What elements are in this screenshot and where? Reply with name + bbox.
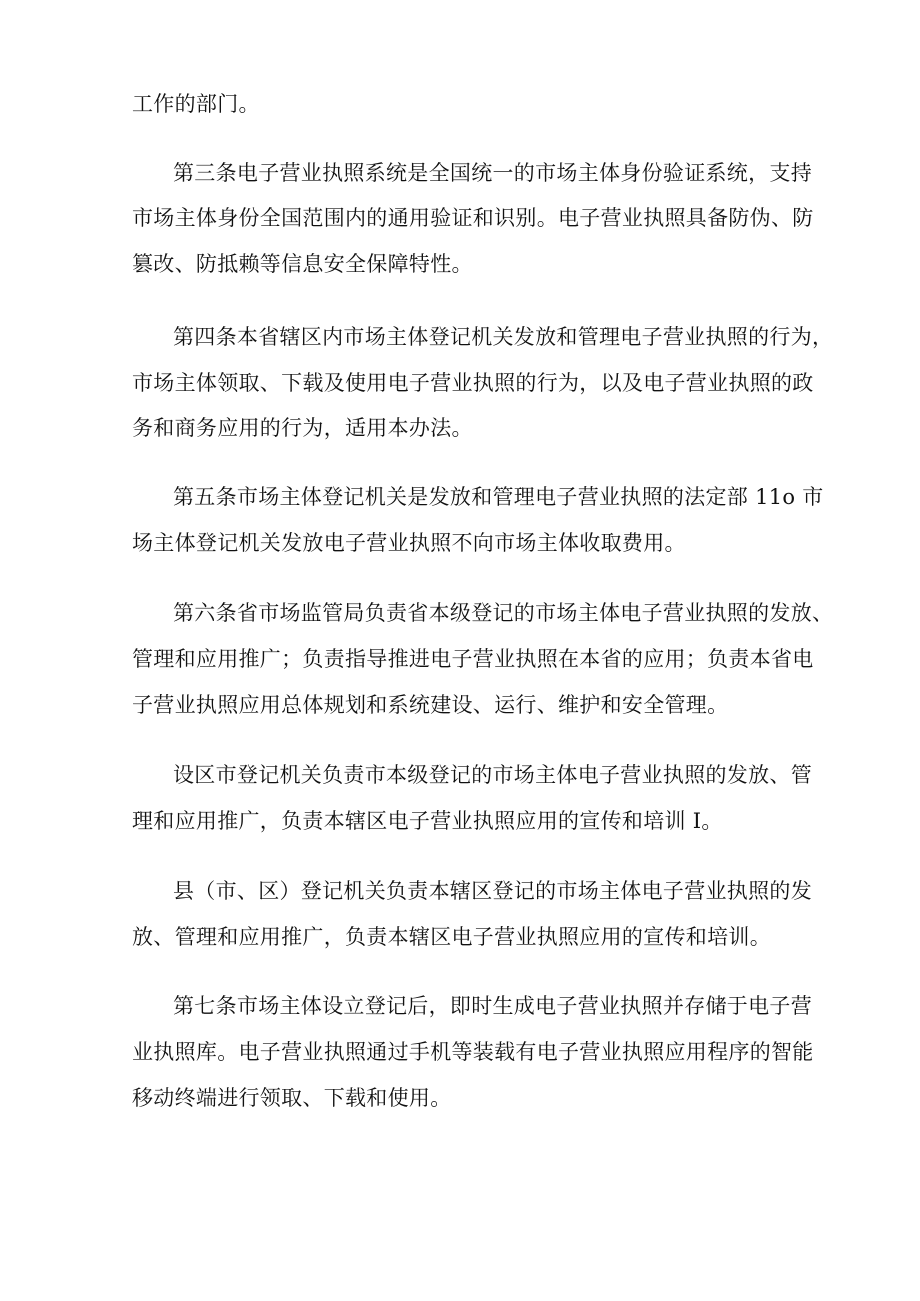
article-7-line-3: 移动终端进行领取、下载和使用。 — [132, 1086, 452, 1110]
paragraph-continuation-line-1: 工作的部门。 — [132, 92, 260, 116]
article-6-line-1: 第六条省市场监管局负责省本级登记的市场主体电子营业执照的发放、 — [173, 601, 834, 625]
article-4-line-2: 市场主体领取、下载及使用电子营业执照的行为，以及电子营业执照的政 — [132, 371, 814, 395]
article-6-line-2: 管理和应用推广；负责指导推进电子营业执照在本省的应用；负责本省电 — [132, 647, 814, 671]
article-5-line-1: 第五条市场主体登记机关是发放和管理电子营业执照的法定部 11o 市 — [173, 485, 824, 509]
city-registration-line-2: 理和应用推广，负责本辖区电子营业执照应用的宣传和培训 I。 — [132, 809, 723, 833]
article-3-line-2: 市场主体身份全国范围内的通用验证和识别。电子营业执照具备防伪、防 — [132, 206, 814, 230]
article-4-line-3: 务和商务应用的行为，适用本办法。 — [132, 416, 473, 440]
county-registration-line-1: 县（市、区）登记机关负责本辖区登记的市场主体电子营业执照的发 — [173, 879, 812, 903]
county-registration-line-2: 放、管理和应用推广，负责本辖区电子营业执照应用的宣传和培训。 — [132, 925, 771, 949]
article-7-line-1: 第七条市场主体设立登记后，即时生成电子营业执照并存储于电子营 — [173, 994, 812, 1018]
article-5-line-2: 场主体登记机关发放电子营业执照不向市场主体收取费用。 — [132, 531, 686, 555]
article-6-line-3: 子营业执照应用总体规划和系统建设、运行、维护和安全管理。 — [132, 693, 729, 717]
city-registration-line-1: 设区市登记机关负责市本级登记的市场主体电子营业执照的发放、管 — [173, 763, 812, 787]
article-3-line-3: 篡改、防抵赖等信息安全保障特性。 — [132, 252, 473, 276]
article-4-line-1: 第四条本省辖区内市场主体登记机关发放和管理电子营业执照的行为， — [173, 325, 834, 349]
article-3-line-1: 第三条电子营业执照系统是全国统一的市场主体身份验证系统，支持 — [173, 161, 812, 185]
article-7-line-2: 业执照库。电子营业执照通过手机等装载有电子营业执照应用程序的智能 — [132, 1040, 814, 1064]
